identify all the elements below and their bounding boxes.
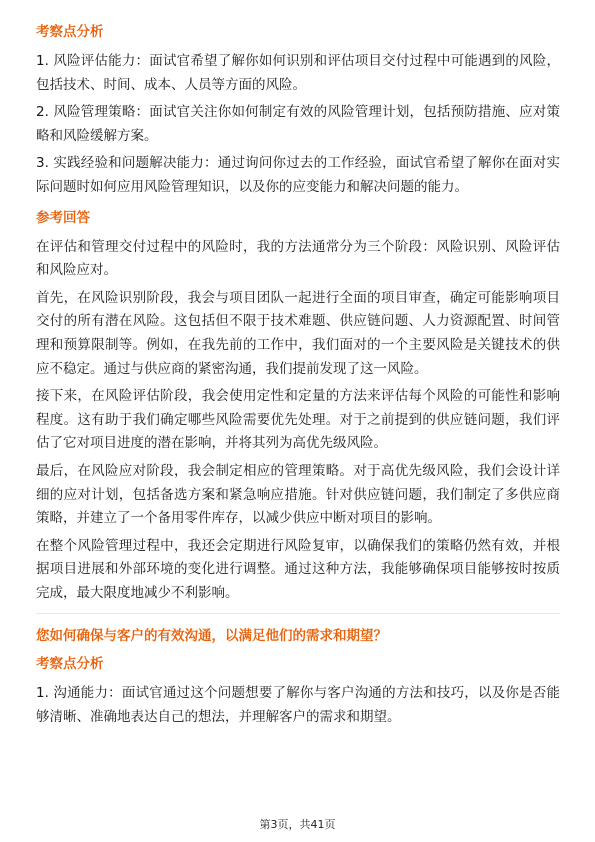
question-title: 您如何确保与客户的有效沟通，以满足他们的需求和期望？ xyxy=(36,628,387,645)
question2-heading-analysis: 考察点分析 xyxy=(36,656,104,673)
analysis-item-1: 1. 风险评估能力：面试官希望了解你如何识别和评估项目交付过程中可能遇到的风险，包括技术、时间、成本、人员等方面的风险。 xyxy=(36,53,560,93)
answer-paragraph-1: 在评估和管理交付过程中的风险时，我的方法通常分为三个阶段：风险识别、风险评估和风险应对。 xyxy=(36,238,560,279)
answer-paragraph-2: 首先，在风险识别阶段，我会与项目团队一起进行全面的项目审查，确定可能影响项目交付的所有潜在风险。这包括但不限于技术难题、供应链问题、人力资源配置、时间管理和预算限制等。例如，在我先前的工作中，我们面对的一个主要风险是关键技术的供应不稳定。通过与供应商的紧密沟通，我们提前发现了这一风险。 xyxy=(36,289,560,377)
analysis-item-2: 2. 风险管理策略：面试官关注你如何制定有效的风险管理计划，包括预防措施、应对策略和风险缓解方案。 xyxy=(36,104,560,144)
section-heading-analysis: 考察点分析 xyxy=(36,24,104,40)
analysis-item-3: 3. 实践经验和问题解决能力：通过询问你过去的工作经验，面试官希望了解你在面对实际问题时如何应用风险管理知识，以及你的应变能力和解决问题的能力。 xyxy=(36,155,560,195)
page-footer: 第3页，共41页 xyxy=(259,818,336,831)
answer-paragraph-5: 在整个风险管理过程中，我还会定期进行风险复审，以确保我们的策略仍然有效，并根据项目进展和外部环境的变化进行调整。通过这种方法，我能够确保项目能够按时按质完成，最大限度地减少不利影响。 xyxy=(36,537,560,601)
section-heading-reference-answer: 参考回答 xyxy=(36,209,90,226)
section-divider xyxy=(36,613,560,614)
answer-paragraph-4: 最后，在风险应对阶段，我会制定相应的管理策略。对于高优先级风险，我们会设计详细的应对计划，包括备选方案和紧急响应措施。针对供应链问题，我们制定了多供应商策略，并建立了一个备用零件库存，以减少供应中断对项目的影响。 xyxy=(36,462,560,527)
document-page xyxy=(36,22,560,734)
answer-paragraph-3: 接下来，在风险评估阶段，我会使用定性和定量的方法来评估每个风险的可能性和影响程度。这有助于我们确定哪些风险需要优先处理。对于之前提到的供应链问题，我们评估了它对项目进度的潜在影响，并将其列为高优先级风险。 xyxy=(36,388,560,452)
question2-analysis-item-1: 1. 沟通能力：面试官通过这个问题想要了解你与客户沟通的方法和技巧，以及你是否能够清晰、准确地表达自己的想法，并理解客户的需求和期望。 xyxy=(36,685,560,726)
